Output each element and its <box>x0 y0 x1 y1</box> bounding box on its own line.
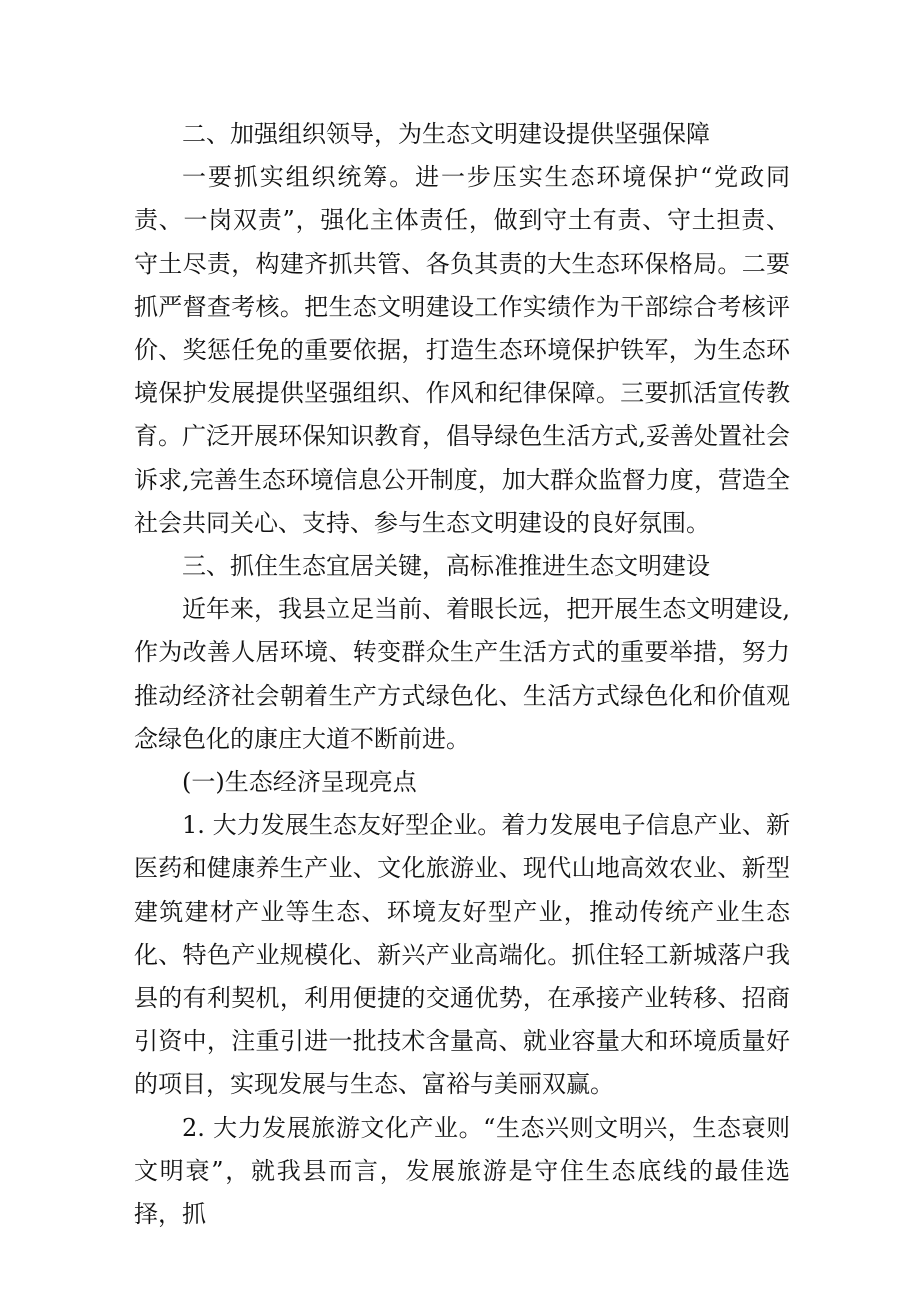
section-heading-3: 三、抓住生态宜居关键，高标准推进生态文明建设 <box>182 552 710 581</box>
document-body <box>134 113 790 1236</box>
numbered-paragraph-1: 1. 大力发展生态友好型企业。着力发展电子信息产业、新医药和健康养生产业、文化旅游业、现代山地高效农业、新型建筑建材产业等生态、环境友好型产业，推动传统产业生态化、特色产业规模化、新兴产业高端化。抓住轻工新城落户我县的有利契机，利用便捷的交通优势，在承接产业转移、招商引资中，注重引进一批技术含量高、就业容量大和环境质量好的项目，实现发展与生态、富裕与美丽双赢。 <box>134 811 790 1099</box>
body-paragraph: 近年来，我县立足当前、着眼长远，把开展生态文明建设,作为改善人居环境、转变群众生产生活方式的重要举措，努力推动经济社会朝着生产方式绿色化、生活方式绿色化和价值观念绿色化的康庄大道不断前进。 <box>134 595 790 753</box>
subsection-heading-1: (一)生态经济呈现亮点 <box>182 768 417 797</box>
numbered-paragraph-2: 2. 大力发展旅游文化产业。“生态兴则文明兴，生态衰则文明衰”，就我县而言，发展旅游是守住生态底线的最佳选择，抓 <box>134 1113 790 1229</box>
section-heading-2: 二、加强组织领导，为生态文明建设提供坚强保障 <box>182 120 710 148</box>
body-paragraph: 一要抓实组织统筹。进一步压实生态环境保护“党政同责、一岗双责”，强化主体责任，做到守土有责、守土担责、守土尽责，构建齐抓共管、各负其责的大生态环保格局。二要抓严督查考核。把生态文明建设工作实绩作为干部综合考核评价、奖惩任免的重要依据，打造生态环境保护铁军，为生态环境保护发展提供坚强组织、作风和纪律保障。三要抓活宣传教育。广泛开展环保知识教育，倡导绿色生活方式,妥善处置社会诉求,完善生态环境信息公开制度，加大群众监督力度，营造全社会共同关心、支持、参与生态文明建设的良好氛围。 <box>134 163 790 537</box>
